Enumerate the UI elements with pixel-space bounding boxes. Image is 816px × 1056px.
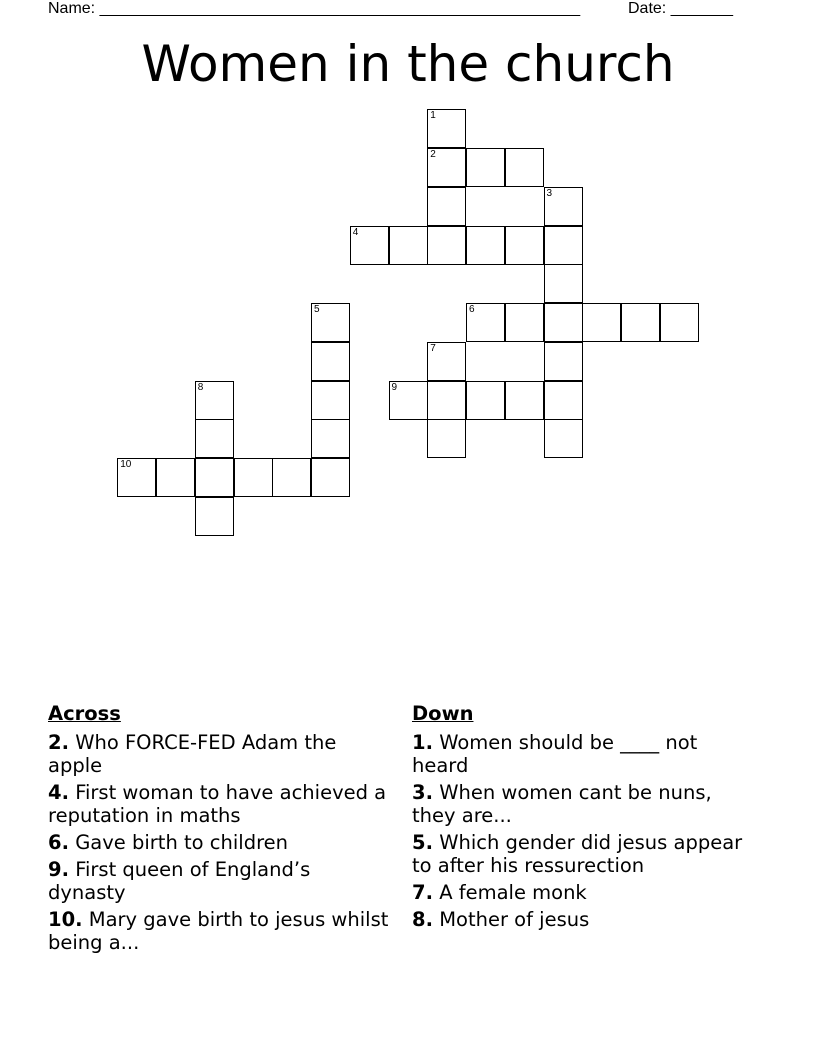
- clue-number: 1.: [412, 731, 433, 754]
- grid-cell[interactable]: [466, 226, 505, 265]
- grid-cell[interactable]: [389, 381, 428, 420]
- clue-number: 4.: [48, 781, 69, 804]
- grid-cell[interactable]: [195, 497, 234, 536]
- grid-cell[interactable]: [621, 303, 660, 342]
- grid-cell[interactable]: [427, 148, 466, 187]
- grid-cell[interactable]: [544, 381, 583, 420]
- grid-cell[interactable]: [466, 303, 505, 342]
- grid-cell[interactable]: [195, 381, 234, 420]
- grid-cell[interactable]: [234, 458, 273, 497]
- grid-cell[interactable]: [466, 148, 505, 187]
- grid-cell[interactable]: [466, 381, 505, 420]
- grid-cell[interactable]: [544, 419, 583, 458]
- grid-cell[interactable]: [195, 458, 234, 497]
- across-clue: [48, 908, 393, 954]
- clue-number: 3.: [412, 781, 433, 804]
- across-clues: [48, 702, 393, 958]
- grid-cell[interactable]: [660, 303, 699, 342]
- across-clue: [48, 831, 393, 854]
- cell-number: 4: [352, 226, 359, 238]
- cell-number: 1: [430, 110, 436, 122]
- grid-cell[interactable]: [427, 109, 466, 148]
- grid-cell[interactable]: [582, 303, 621, 342]
- grid-cell[interactable]: [311, 458, 350, 497]
- grid-cell[interactable]: [311, 381, 350, 420]
- grid-cell[interactable]: [505, 226, 544, 265]
- grid-cell[interactable]: [117, 458, 156, 497]
- grid-cell[interactable]: [544, 264, 583, 303]
- across-clue: [48, 858, 393, 904]
- clue-text: Who FORCE-FED Adam the apple: [48, 731, 337, 777]
- clue-number: 8.: [412, 908, 433, 931]
- clue-text: Which gender did jesus appear to after his ressurection: [412, 831, 743, 877]
- down-clue: [412, 731, 757, 777]
- cell-number: 8: [197, 381, 204, 393]
- clue-text: Women should be ____ not heard: [412, 731, 698, 777]
- name-field-label: Name: ______________________________________________________: [48, 0, 581, 17]
- cell-number: 2: [430, 149, 436, 160]
- down-clues: [412, 702, 757, 935]
- down-clue: [412, 881, 757, 904]
- grid-cell[interactable]: [156, 458, 195, 497]
- cell-number: 6: [469, 304, 475, 315]
- down-heading: Down: [412, 702, 474, 725]
- cell-number: 7: [430, 342, 436, 354]
- grid-cell[interactable]: [544, 187, 583, 226]
- cell-number: 10: [120, 459, 132, 470]
- clue-text: A female monk: [439, 881, 587, 904]
- down-clue: [412, 781, 757, 827]
- clue-number: 9.: [48, 858, 69, 881]
- grid-cell[interactable]: [427, 342, 466, 381]
- grid-cell[interactable]: [505, 381, 544, 420]
- clue-text: When women cant be nuns, they are...: [412, 781, 712, 827]
- clue-text: Mary gave birth to jesus whilst being a...: [48, 908, 389, 954]
- date-field-label: Date: _______: [628, 0, 733, 17]
- grid-cell[interactable]: [427, 187, 466, 226]
- cell-number: 9: [391, 381, 398, 393]
- grid-cell[interactable]: [544, 342, 583, 381]
- grid-cell[interactable]: [427, 226, 466, 265]
- grid-cell[interactable]: [311, 342, 350, 381]
- clue-number: 6.: [48, 831, 69, 854]
- across-clue: [48, 731, 393, 777]
- clue-number: 5.: [412, 831, 433, 854]
- grid-cell[interactable]: [505, 148, 544, 187]
- grid-cell[interactable]: [389, 226, 428, 265]
- grid-cell[interactable]: [544, 226, 583, 265]
- cell-number: 5: [314, 304, 320, 315]
- clue-number: 7.: [412, 881, 433, 904]
- clue-text: Gave birth to children: [75, 831, 289, 854]
- down-clue: [412, 831, 757, 877]
- across-heading: Across: [48, 702, 121, 725]
- grid-cell[interactable]: [427, 381, 466, 420]
- grid-cell[interactable]: [311, 419, 350, 458]
- clue-text: Mother of jesus: [439, 908, 590, 931]
- clue-number: 10.: [48, 908, 83, 931]
- puzzle-title: Women in the church: [141, 35, 675, 93]
- clue-text: First queen of England’s dynasty: [48, 858, 311, 904]
- grid-cell[interactable]: [272, 458, 311, 497]
- across-clue: [48, 781, 393, 827]
- clue-number: 2.: [48, 731, 69, 754]
- grid-cell[interactable]: [427, 419, 466, 458]
- grid-cell[interactable]: [311, 303, 350, 342]
- grid-cell[interactable]: [195, 419, 234, 458]
- down-clue: [412, 908, 757, 931]
- grid-cell[interactable]: [505, 303, 544, 342]
- cell-number: 3: [546, 187, 553, 199]
- clue-text: First woman to have achieved a reputation in maths: [48, 781, 387, 827]
- grid-cell[interactable]: [350, 226, 389, 265]
- grid-cell[interactable]: [544, 303, 583, 342]
